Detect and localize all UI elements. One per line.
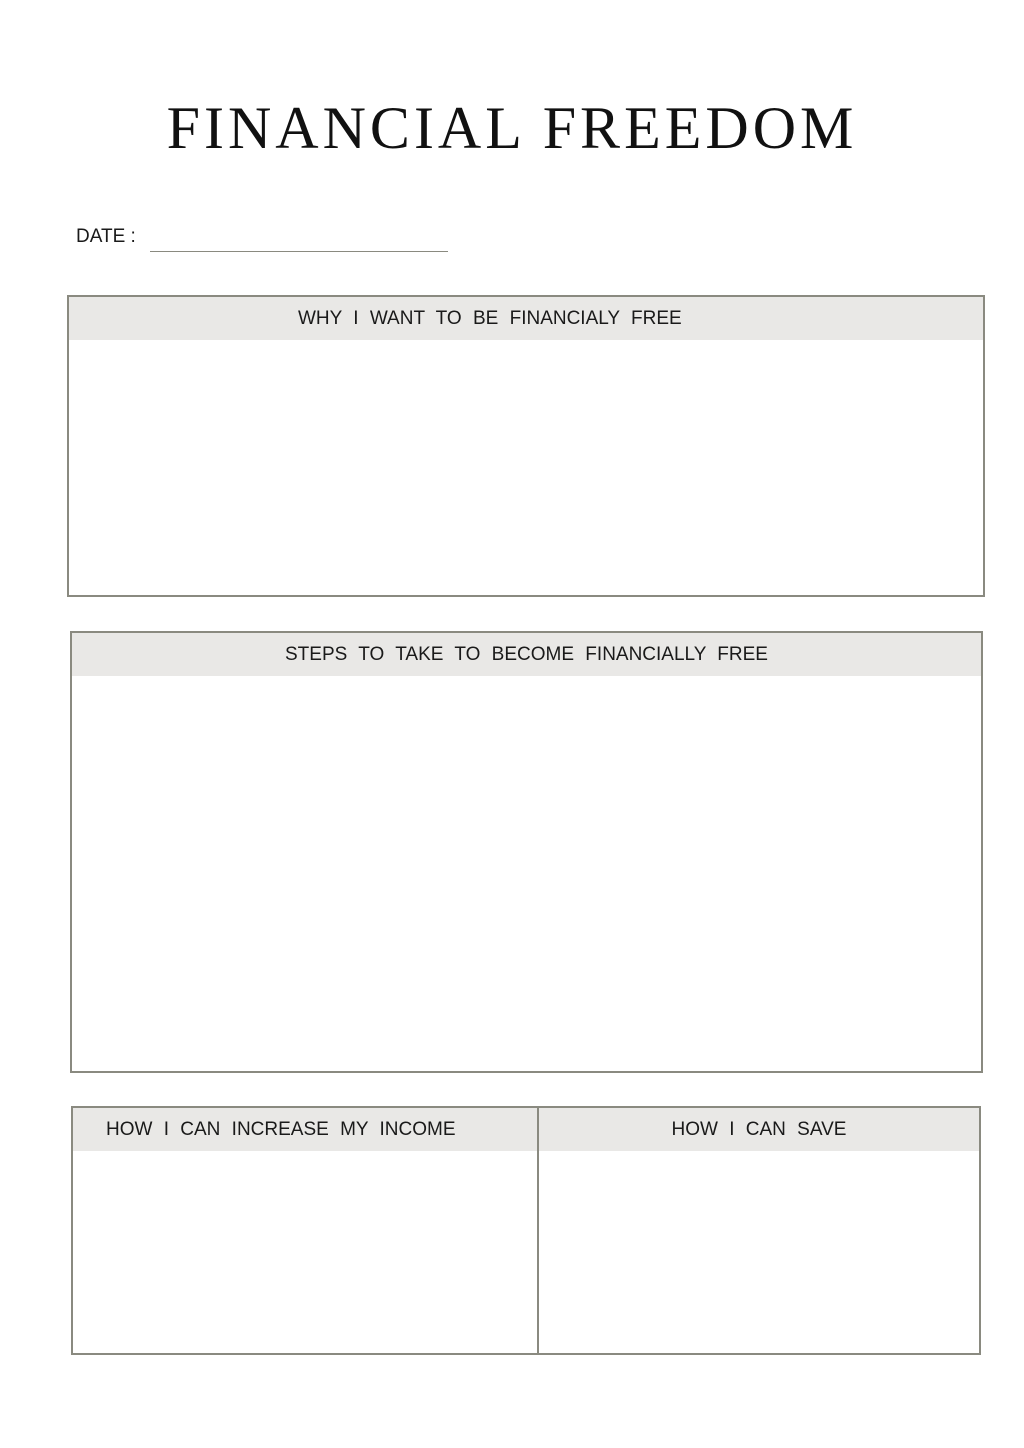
save-column xyxy=(537,1108,979,1353)
steps-section-heading: STEPS TO TAKE TO BECOME FINANCIALLY FREE xyxy=(72,633,981,676)
page-title: FINANCIAL FREEDOM xyxy=(166,95,858,161)
save-column-writing-area[interactable] xyxy=(539,1151,979,1353)
why-section-writing-area[interactable] xyxy=(69,340,983,595)
income-save-section xyxy=(71,1106,981,1355)
date-label: DATE : xyxy=(76,226,136,247)
steps-section xyxy=(70,631,983,1073)
income-column-writing-area[interactable] xyxy=(73,1151,537,1353)
save-column-heading: HOW I CAN SAVE xyxy=(539,1108,979,1151)
income-column xyxy=(73,1108,537,1353)
date-field[interactable] xyxy=(150,251,448,252)
steps-section-writing-area[interactable] xyxy=(72,676,981,1071)
income-column-heading: HOW I CAN INCREASE MY INCOME xyxy=(73,1108,537,1151)
why-section-heading: WHY I WANT TO BE FINANCIALY FREE xyxy=(69,297,983,340)
why-section xyxy=(67,295,985,597)
